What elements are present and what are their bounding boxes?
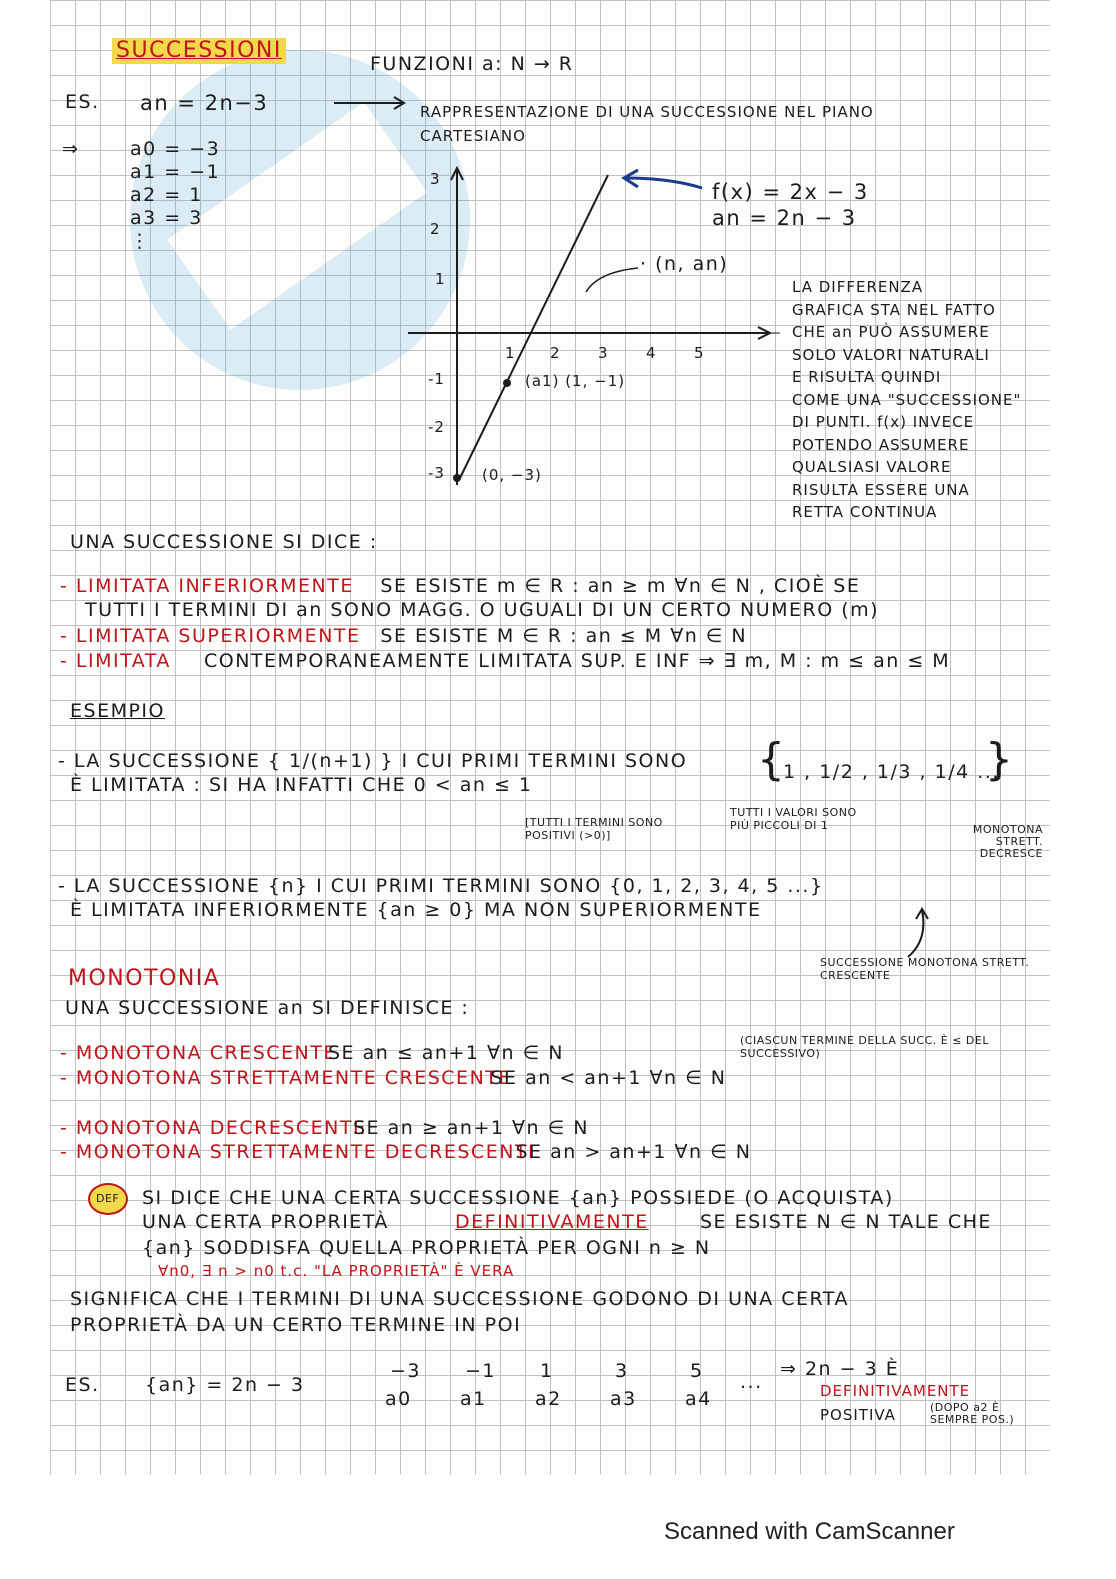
example2-note-positive: [TUTTI I TERMINI SONO POSITIVI (>0)] xyxy=(525,816,663,842)
monotonia-note: (CIASCUN TERMINE DELLA SUCC. È ≤ DEL SUCCESSIVO) xyxy=(740,1034,989,1060)
limit-head-0: - LIMITATA INFERIORMENTE xyxy=(60,575,354,597)
term-0: a0 = −3 xyxy=(130,138,221,160)
x-tick-2: 2 xyxy=(550,344,561,362)
y-tick-minus1: -1 xyxy=(428,370,445,388)
example-label: ES. xyxy=(65,91,100,113)
limit-body-3: CONTEMPORANEAMENTE LIMITATA SUP. E INF ⇒ ∃ m, M : m ≤ an ≤ M xyxy=(204,650,951,672)
point-0 xyxy=(453,474,461,482)
definition-line3: {an} SODDISFA QUELLA PROPRIETÀ PER OGNI n ≥ N xyxy=(142,1237,711,1259)
example3-note: SUCCESSIONE MONOTONA STRETT. CRESCENTE xyxy=(820,956,1030,982)
y-tick-2: 2 xyxy=(430,220,441,238)
example4-value-2: 1 xyxy=(540,1360,554,1382)
example4-definitively: DEFINITIVAMENTE xyxy=(820,1382,971,1400)
term-1: a1 = −1 xyxy=(130,161,221,183)
monotonia-head-1: - MONOTONA STRETTAMENTE CRESCENTE xyxy=(60,1067,512,1089)
limit-head-3: - LIMITATA xyxy=(60,650,171,672)
limit-head-2: - LIMITATA SUPERIORMENTE xyxy=(60,625,361,647)
example4-value-1: −1 xyxy=(465,1360,497,1382)
side-note-line-6: DI PUNTI. f(x) INVECE xyxy=(792,413,975,431)
term-4: ⋮ xyxy=(130,230,151,252)
example4-value-3: 3 xyxy=(615,1360,629,1382)
y-tick-minus3: -3 xyxy=(428,464,445,482)
example4-value-4: 5 xyxy=(690,1360,704,1382)
x-tick-5: 5 xyxy=(694,344,705,362)
term-2: a2 = 1 xyxy=(130,184,203,206)
brace-close-icon: } xyxy=(985,734,1013,785)
side-note-line-0: LA DIFFERENZA xyxy=(792,278,924,296)
example3-line2: È LIMITATA INFERIORMENTE {an ≥ 0} MA NON SUPERIORMENTE xyxy=(70,899,762,921)
example4-sub-4: a4 xyxy=(685,1388,712,1410)
x-tick-4: 4 xyxy=(646,344,657,362)
monotonia-heading: MONOTONIA xyxy=(68,966,221,991)
pointer-arrow-icon xyxy=(586,268,638,292)
function-label: f(x) = 2x − 3 xyxy=(712,180,869,204)
definition-meaning1: SIGNIFICA CHE I TERMINI DI UNA SUCCESSIONE GODONO DI UNA CERTA xyxy=(70,1288,849,1310)
example2-line1: - LA SUCCESSIONE { 1/(n+1) } I CUI PRIMI TERMINI SONO xyxy=(58,750,688,772)
monotonia-body-1: SE an < an+1 ∀n ∈ N xyxy=(490,1067,727,1089)
side-note-line-4: E RISULTA QUINDI xyxy=(792,368,942,386)
implies-symbol: ⇒ xyxy=(62,138,80,160)
example4-paren: (DOPO a2 È SEMPRE POS.) xyxy=(930,1401,1015,1426)
example2-terms: 1 , 1/2 , 1/3 , 1/4 ... xyxy=(783,761,1000,783)
example4-conclusion: ⇒ 2n − 3 È xyxy=(780,1358,900,1380)
side-note-line-8: QUALSIASI VALORE xyxy=(792,458,952,476)
page-title: SUCCESSIONI xyxy=(112,38,286,64)
example2-note-monotone: MONOTONA STRETT. DECRESCE xyxy=(972,823,1043,860)
term-3: a3 = 3 xyxy=(130,207,203,229)
point-1-label: (a1) (1, −1) xyxy=(525,372,626,390)
def-badge: DEF xyxy=(88,1183,128,1215)
definition-meaning2: PROPRIETÀ DA UN CERTO TERMINE IN POI xyxy=(70,1314,522,1336)
monotonia-body-0: SE an ≤ an+1 ∀n ∈ N xyxy=(328,1042,564,1064)
example2-note-smaller: TUTTI I VALORI SONO PIÙ PICCOLI DI 1 xyxy=(730,806,857,832)
monotonia-head-2: - MONOTONA DECRESCENTE xyxy=(60,1117,367,1139)
subtitle: FUNZIONI a: N → R xyxy=(370,53,574,75)
representation-note: RAPPRESENTAZIONE DI UNA SUCCESSIONE NEL PIANO CARTESIANO xyxy=(420,103,874,145)
side-note-line-2: CHE an PUÒ ASSUMERE xyxy=(792,323,990,341)
y-tick-1: 1 xyxy=(435,270,446,288)
point-1 xyxy=(503,379,511,387)
y-tick-3: 3 xyxy=(430,170,441,188)
example4-sub-3: a3 xyxy=(610,1388,637,1410)
esempio-heading: ESEMPIO xyxy=(70,700,165,722)
definition-keyword: DEFINITIVAMENTE xyxy=(455,1211,649,1233)
definition-intro: UNA SUCCESSIONE SI DICE : xyxy=(70,531,378,553)
limit-body-2: SE ESISTE M ∈ R : an ≤ M ∀n ∈ N xyxy=(380,625,748,647)
monotonia-head-0: - MONOTONA CRESCENTE xyxy=(60,1042,337,1064)
side-note-line-9: RISULTA ESSERE UNA xyxy=(792,480,970,499)
definition-line1: SI DICE CHE UNA CERTA SUCCESSIONE {an} POSSIEDE (O ACQUISTA) xyxy=(142,1187,894,1209)
scanner-footer: Scanned with CamScanner xyxy=(664,1518,955,1545)
limit-body-1: TUTTI I TERMINI DI an SONO MAGG. O UGUALI DI UN CERTO NUMERO (m) xyxy=(85,599,880,621)
example4-label: ES. xyxy=(65,1374,100,1396)
example-formula: an = 2n−3 xyxy=(140,91,269,115)
point-label: · (n, an) xyxy=(640,253,729,275)
example4-sub-0: a0 xyxy=(385,1388,412,1410)
side-note-line-1: GRAFICA STA NEL FATTO xyxy=(792,300,996,319)
example4-value-0: −3 xyxy=(390,1360,422,1382)
brace-open-icon: { xyxy=(757,734,785,785)
example4-dots: ... xyxy=(740,1371,763,1393)
point-0-label: (0, −3) xyxy=(482,466,542,484)
example2-line2: È LIMITATA : SI HA INFATTI CHE 0 < an ≤ 1 xyxy=(70,774,533,796)
example4-sub-1: a1 xyxy=(460,1388,487,1410)
monotonia-body-2: SE an ≥ an+1 ∀n ∈ N xyxy=(353,1117,589,1139)
x-tick-1: 1 xyxy=(505,344,516,362)
example4-positive: POSITIVA xyxy=(820,1406,896,1424)
monotonia-head-3: - MONOTONA STRETTAMENTE DECRESCENTE xyxy=(60,1141,542,1163)
side-note-line-3: SOLO VALORI NATURALI xyxy=(792,345,990,364)
monotonia-intro: UNA SUCCESSIONE an SI DEFINISCE : xyxy=(65,997,470,1019)
function-line xyxy=(460,175,608,478)
x-tick-3: 3 xyxy=(598,344,609,362)
y-tick-minus2: -2 xyxy=(428,418,445,436)
side-note-line-10: RETTA CONTINUA xyxy=(792,503,938,521)
definition-line2-tail: SE ESISTE N ∈ N TALE CHE xyxy=(700,1211,992,1233)
definition-line2: UNA CERTA PROPRIETÀ xyxy=(142,1211,389,1233)
example4-formula: {an} = 2n − 3 xyxy=(145,1374,305,1396)
limit-body-0: SE ESISTE m ∈ R : an ≥ m ∀n ∈ N , CIOÈ SE xyxy=(380,575,861,597)
monotonia-body-3: SE an > an+1 ∀n ∈ N xyxy=(515,1141,752,1163)
notebook-page xyxy=(50,0,1050,1475)
definition-red-line: ∀n0, ∃ n > n0 t.c. "LA PROPRIETÀ" È VERA xyxy=(158,1262,515,1280)
curved-arrow-icon xyxy=(900,905,940,960)
example4-sub-2: a2 xyxy=(535,1388,562,1410)
sequence-label: an = 2n − 3 xyxy=(712,206,857,230)
side-note-line-5: COME UNA "SUCCESSIONE" xyxy=(792,390,1022,409)
example3-line1: - LA SUCCESSIONE {n} I CUI PRIMI TERMINI SONO {0, 1, 2, 3, 4, 5 ...} xyxy=(58,875,824,897)
side-note-line-7: POTENDO ASSUMERE xyxy=(792,435,970,454)
